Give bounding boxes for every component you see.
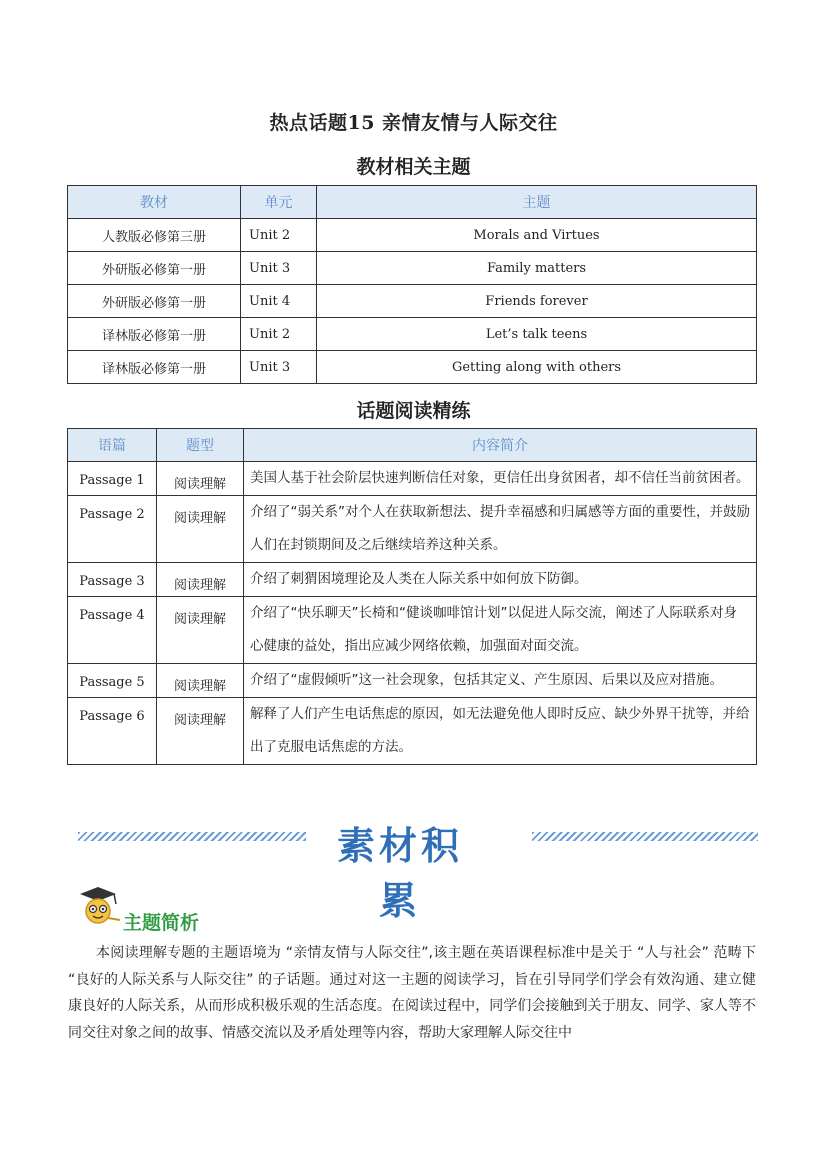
cell-summary: 介绍了刺猬困境理论及人类在人际关系中如何放下防御。 xyxy=(244,563,757,597)
table-row xyxy=(68,285,757,318)
table-row xyxy=(68,219,757,252)
cell-question-type: 阅读理解 xyxy=(157,462,244,496)
cell-summary: 美国人基于社会阶层快速判断信任对象，更信任出身贫困者，却不信任当前贫困者。 xyxy=(244,462,757,496)
header-summary: 内容简介 xyxy=(244,429,757,462)
cell-topic: Let’s talk teens xyxy=(317,318,757,351)
cell-textbook: 人教版必修第三册 xyxy=(68,219,241,252)
cell-summary: 介绍了“弱关系”对个人在获取新想法、提升幸福感和归属感等方面的重要性，并鼓励人们在封锁期间及之后继续培养这种关系。 xyxy=(244,496,757,563)
banner-title: 素材积累 xyxy=(336,823,463,923)
textbook-topics-table xyxy=(67,185,757,384)
cell-passage: Passage 1 xyxy=(68,462,157,496)
cell-question-type: 阅读理解 xyxy=(157,698,244,765)
reading-passages-table xyxy=(67,428,757,765)
cell-topic: Getting along with others xyxy=(317,351,757,384)
cell-unit: Unit 2 xyxy=(241,219,317,252)
cell-question-type: 阅读理解 xyxy=(157,664,244,698)
cell-passage: Passage 2 xyxy=(68,496,157,563)
banner-stripe-left xyxy=(78,832,306,841)
table-row xyxy=(68,597,757,664)
cell-textbook: 译林版必修第一册 xyxy=(68,351,241,384)
section-head-topic-analysis: 主题简析 xyxy=(123,912,200,934)
cell-summary: 解释了人们产生电话焦虑的原因，如无法避免他人即时反应、缺少外界干扰等，并给出了克服电话焦虑的方法。 xyxy=(244,698,757,765)
cell-question-type: 阅读理解 xyxy=(157,597,244,664)
table-header-row xyxy=(68,186,757,219)
cell-summary: 介绍了“虚假倾听”这一社会现象，包括其定义、产生原因、后果以及应对措施。 xyxy=(244,664,757,698)
cell-topic: Morals and Virtues xyxy=(317,219,757,252)
cell-unit: Unit 2 xyxy=(241,318,317,351)
topic-analysis-paragraph: 本阅读理解专题的主题语境为 “亲情友情与人际交往”,该主题在英语课程标准中是关于 “人与社会” 范畴下 “良好的人际关系与人际交往” 的子话题。通过对这一主题的阅读学习，旨在引导同学们学会有效沟通、建立健康良好的人际关系，从而形成积极乐观的生活态度。在阅读过程中，同学们会接触到关于朋友、同学、家人等不同交往对象之间的故事、情感交流以及矛盾处理等内容，帮助大家理解人际交往中 xyxy=(68,945,756,1041)
table-row xyxy=(68,496,757,563)
cell-unit: Unit 4 xyxy=(241,285,317,318)
cell-passage: Passage 6 xyxy=(68,698,157,765)
table-header-row xyxy=(68,429,757,462)
cell-topic: Family matters xyxy=(317,252,757,285)
table-row xyxy=(68,698,757,765)
table-row xyxy=(68,318,757,351)
section2-title: 话题阅读精练 xyxy=(356,400,471,422)
header-unit: 单元 xyxy=(241,186,317,219)
page-title: 热点话题15 亲情友情与人际交往 xyxy=(269,112,558,134)
header-passage: 语篇 xyxy=(68,429,157,462)
scholar-mascot-icon xyxy=(76,884,122,930)
table-row xyxy=(68,563,757,597)
cell-passage: Passage 3 xyxy=(68,563,157,597)
cell-unit: Unit 3 xyxy=(241,351,317,384)
cell-textbook: 外研版必修第一册 xyxy=(68,252,241,285)
table-row xyxy=(68,351,757,384)
banner-stripe-right xyxy=(532,832,758,841)
cell-passage: Passage 4 xyxy=(68,597,157,664)
header-topic: 主题 xyxy=(317,186,757,219)
cell-question-type: 阅读理解 xyxy=(157,496,244,563)
section1-title: 教材相关主题 xyxy=(356,156,471,178)
header-textbook: 教材 xyxy=(68,186,241,219)
cell-question-type: 阅读理解 xyxy=(157,563,244,597)
cell-unit: Unit 3 xyxy=(241,252,317,285)
table-row xyxy=(68,462,757,496)
cell-passage: Passage 5 xyxy=(68,664,157,698)
cell-topic: Friends forever xyxy=(317,285,757,318)
table-row xyxy=(68,252,757,285)
table-row xyxy=(68,664,757,698)
cell-textbook: 译林版必修第一册 xyxy=(68,318,241,351)
cell-textbook: 外研版必修第一册 xyxy=(68,285,241,318)
cell-summary: 介绍了“快乐聊天”长椅和“健谈咖啡馆计划”以促进人际交流，阐述了人际联系对身心健康的益处，指出应减少网络依赖，加强面对面交流。 xyxy=(244,597,757,664)
header-question-type: 题型 xyxy=(157,429,244,462)
